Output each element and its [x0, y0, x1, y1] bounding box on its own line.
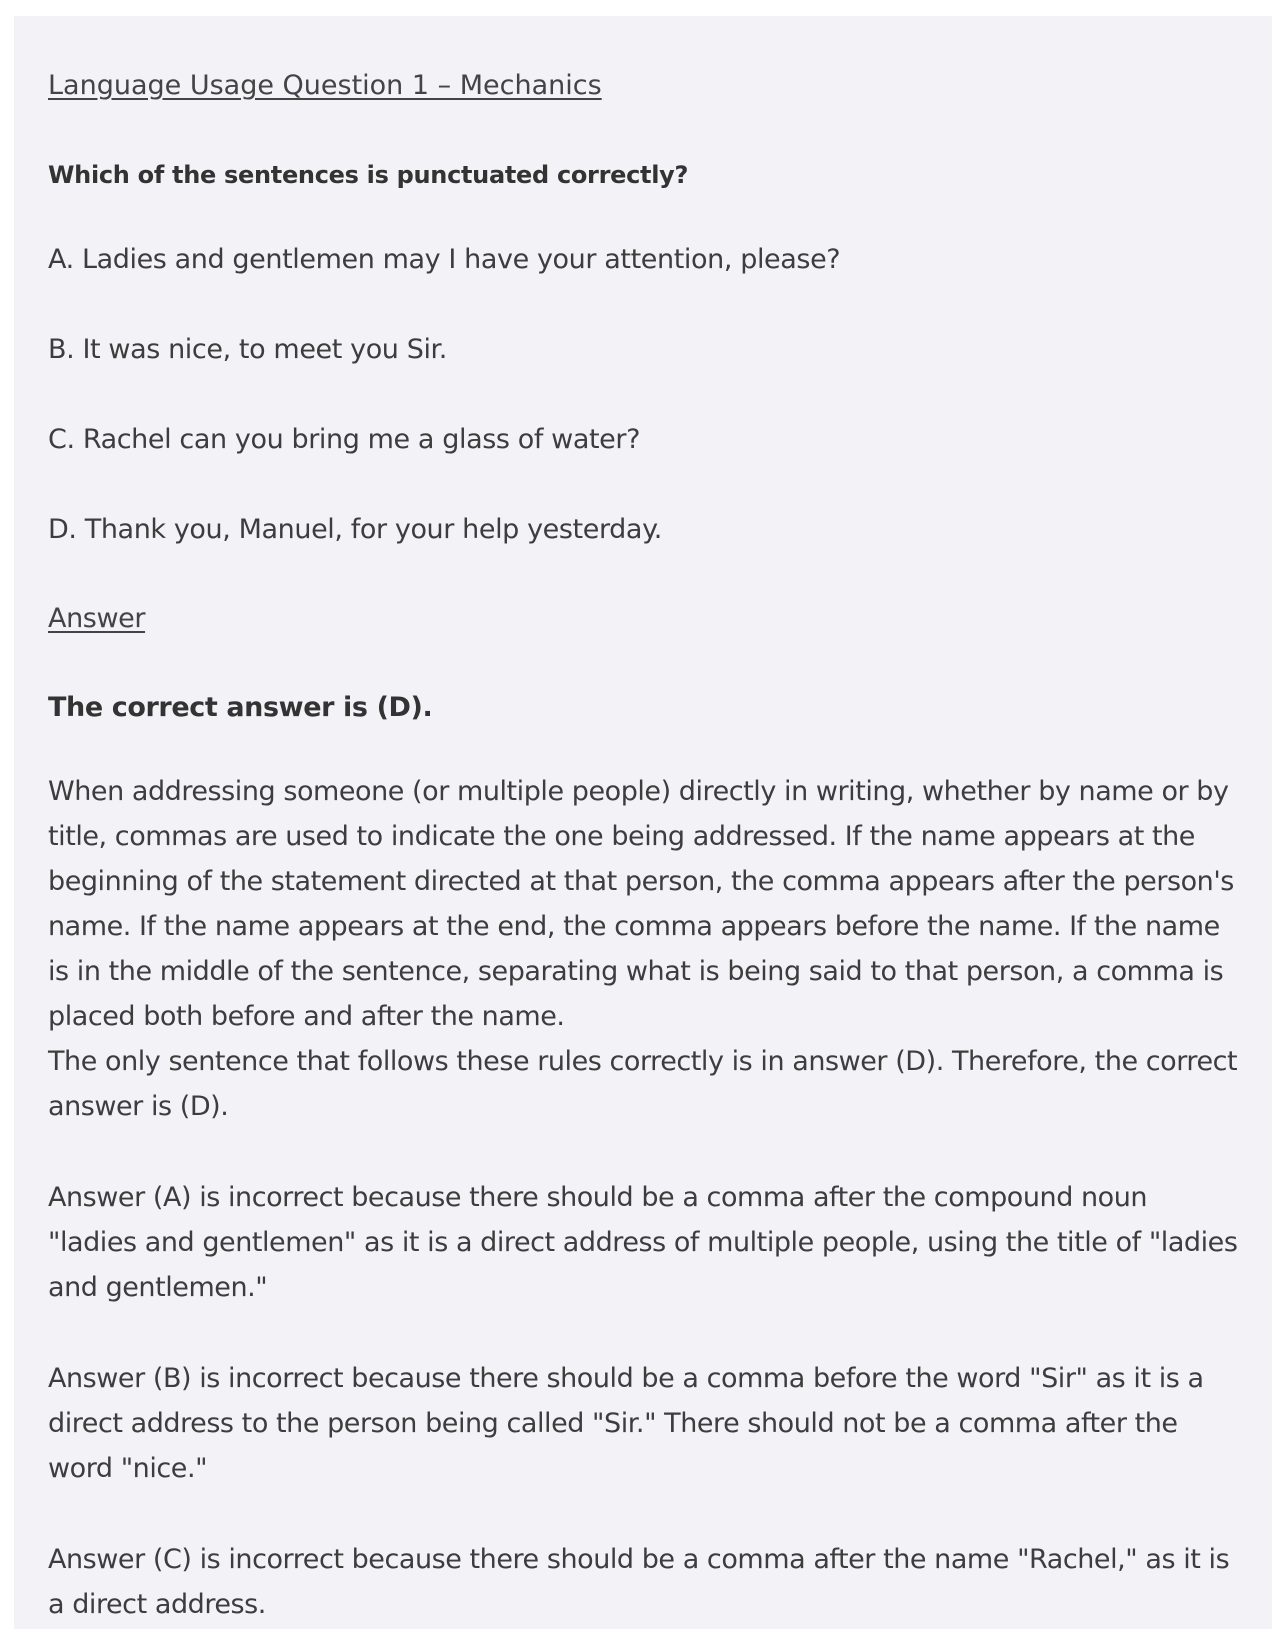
explanation-rules: When addressing someone (or multiple people) directly in writing, whether by name or by title, commas are used to indicate the one being addressed. If the name appears at the beginning of the statement directed at that person, the comma appears after the person's name. If the name appears at the end, the comma appears before the name. If the name is in the middle of the sentence, separating what is being said to that person, a comma is placed both before and after the name.: [48, 776, 1234, 1032]
option-d: D. Thank you, Manuel, for your help yesterday.: [48, 514, 662, 545]
question-title-link[interactable]: Language Usage Question 1 – Mechanics: [48, 70, 602, 101]
question-card: [14, 16, 1272, 1629]
option-c: C. Rachel can you bring me a glass of water?: [48, 424, 641, 455]
correct-answer: The correct answer is (D).: [48, 692, 433, 723]
question-prompt: Which of the sentences is punctuated correctly?: [48, 161, 689, 189]
option-a: A. Ladies and gentlemen may I have your attention, please?: [48, 244, 841, 275]
explanation-answer-c: Answer (C) is incorrect because there should be a comma after the name "Rachel," as it is a direct address.: [48, 1544, 1230, 1620]
explanation-answer-a: Answer (A) is incorrect because there should be a comma after the compound noun "ladies and gentlemen" as it is a direct address of multiple people, using the title of "ladies and gentlemen.": [48, 1182, 1238, 1303]
option-b: B. It was nice, to meet you Sir.: [48, 334, 447, 365]
explanation-conclusion: The only sentence that follows these rules correctly is in answer (D). Therefore, the correct answer is (D).: [48, 1046, 1238, 1122]
explanation-answer-b: Answer (B) is incorrect because there should be a comma before the word "Sir" as it is a direct address to the person being called "Sir." There should not be a comma after the word "nice.": [48, 1363, 1204, 1484]
answer-toggle-link[interactable]: Answer: [48, 603, 146, 634]
